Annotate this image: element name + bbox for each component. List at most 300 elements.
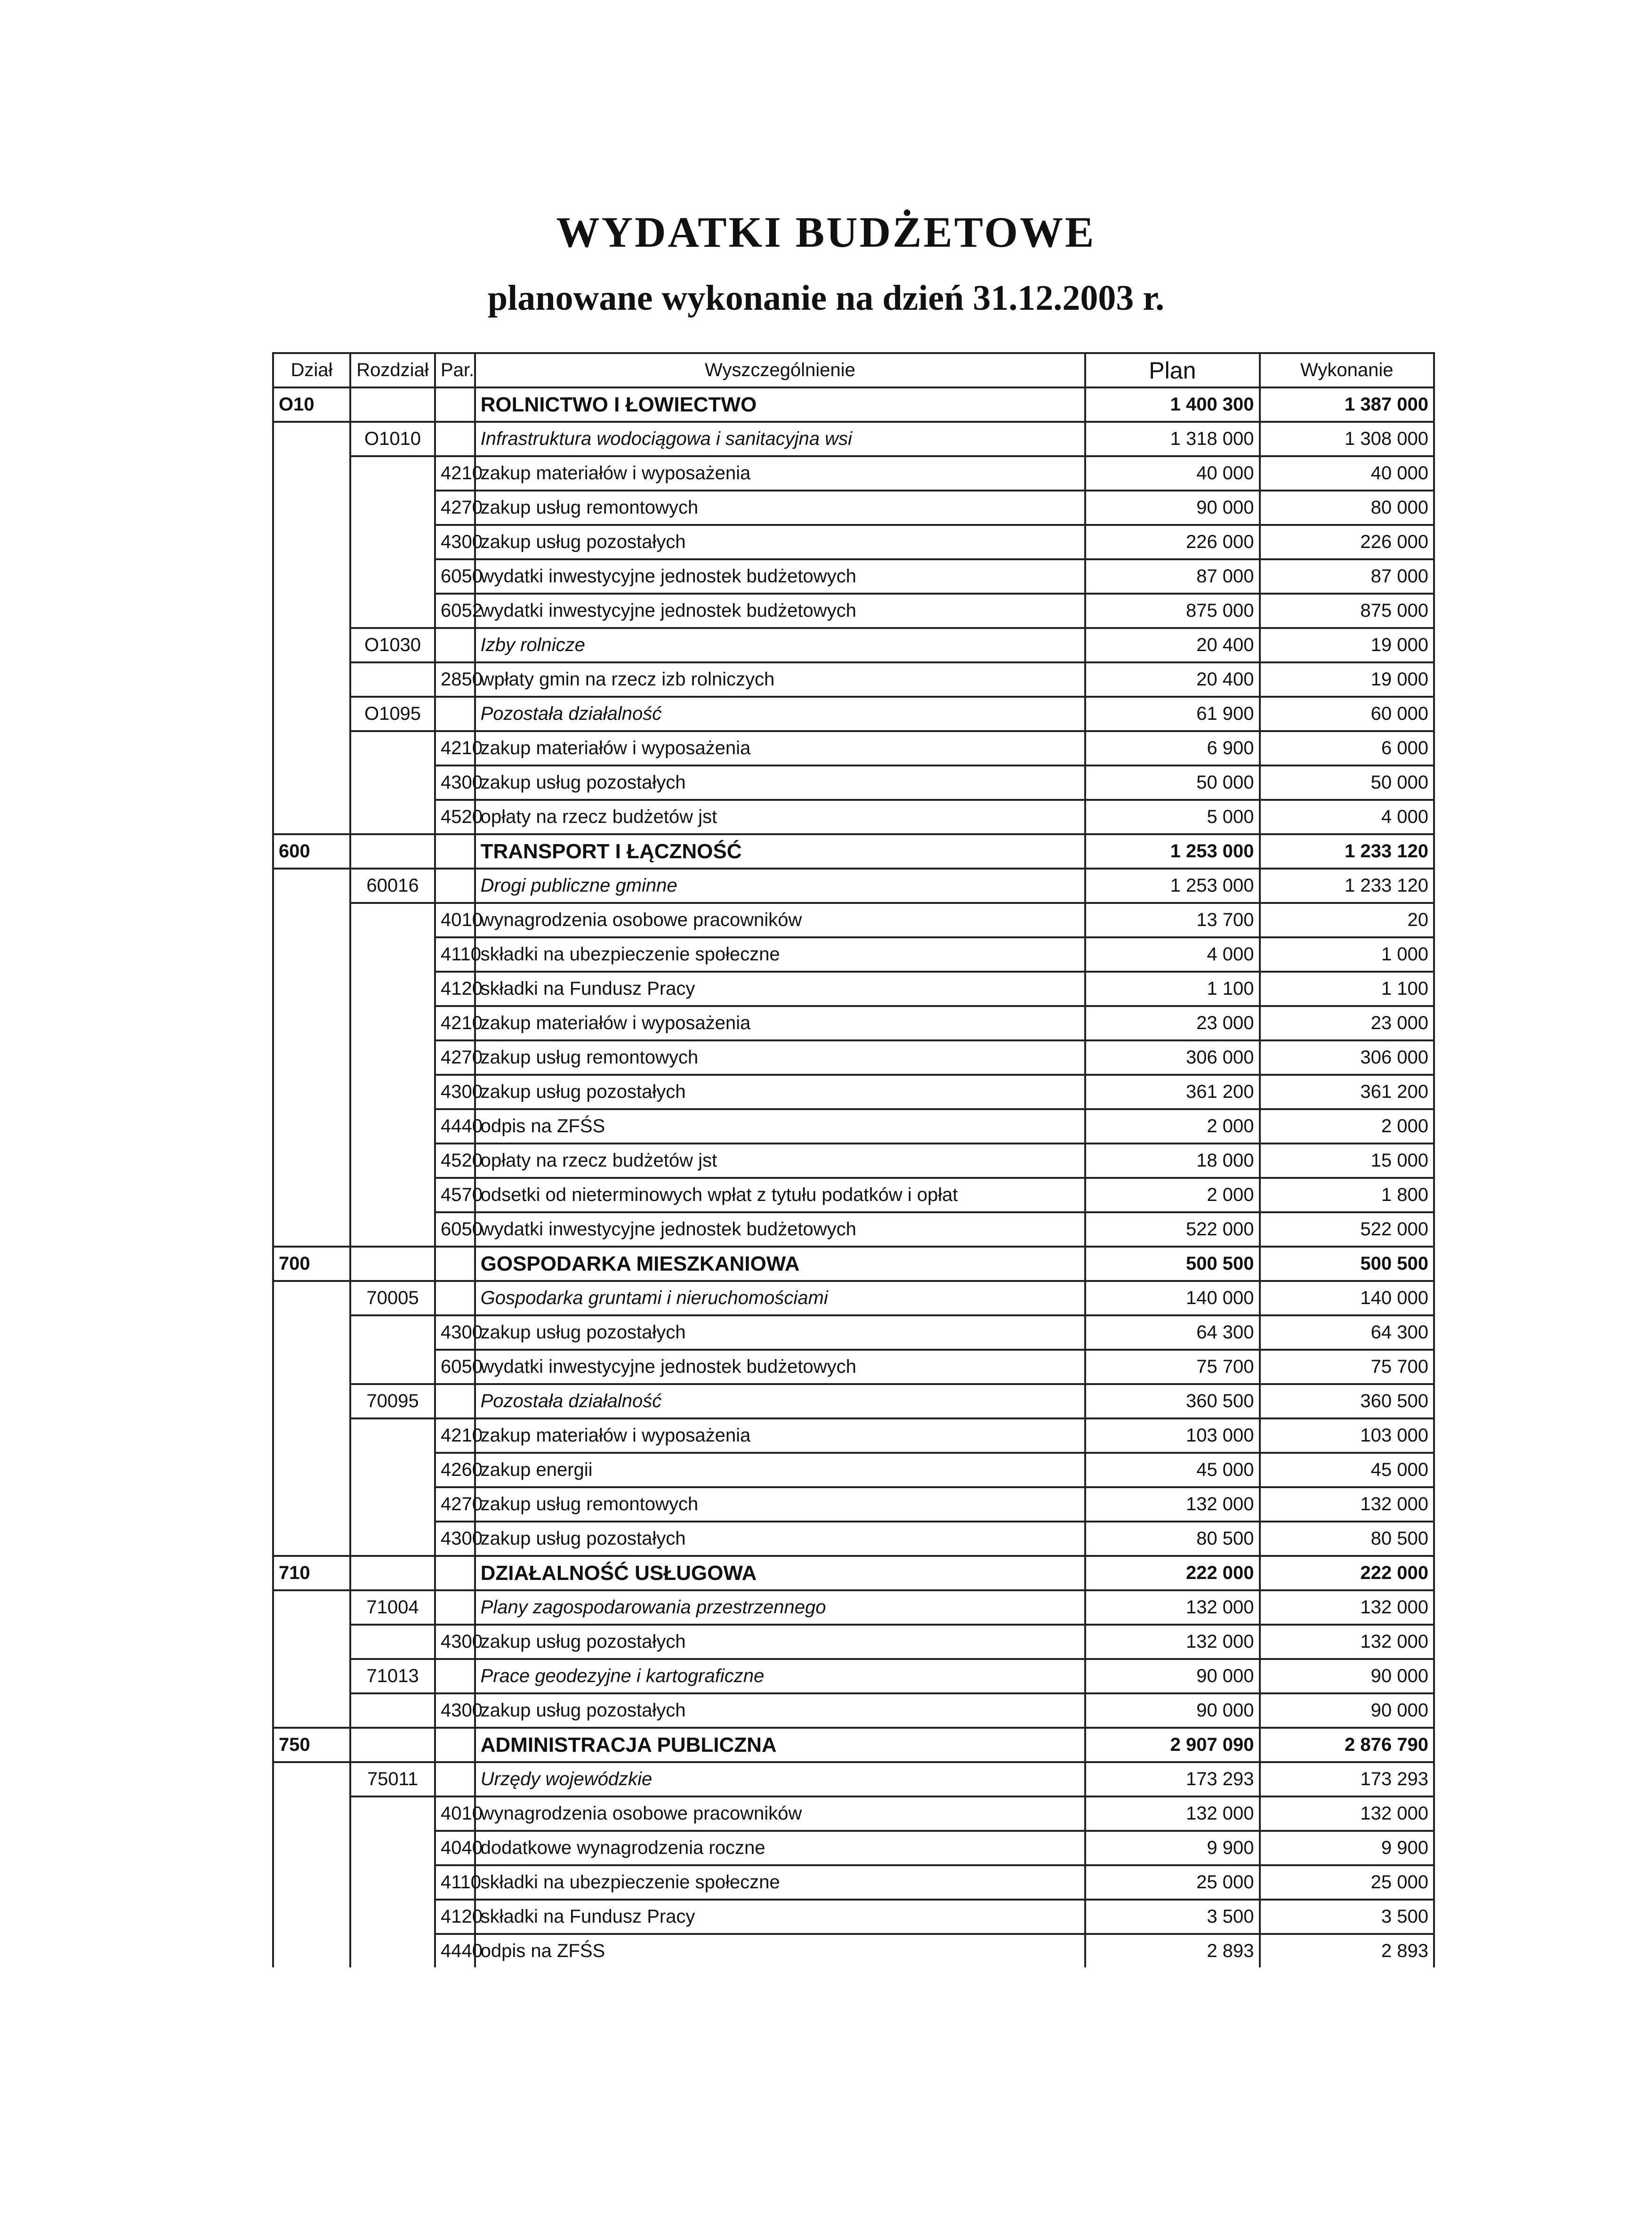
table-row-par	[273, 800, 1434, 834]
cell-wykonanie: 1 800	[1260, 1178, 1434, 1212]
cell-paragraf: 4010	[435, 903, 475, 937]
cell-plan: 61 900	[1085, 697, 1259, 731]
table-row-dzial	[273, 387, 1434, 422]
cell-paragraf: 4520	[435, 800, 475, 834]
cell-dzial	[273, 491, 350, 525]
cell-plan: 226 000	[1085, 525, 1259, 559]
cell-paragraf	[435, 1281, 475, 1315]
cell-dzial	[273, 662, 350, 697]
table-row-par	[273, 731, 1434, 765]
table-row-rozdzial	[273, 628, 1434, 662]
cell-wykonanie: 1 100	[1260, 972, 1434, 1006]
cell-dzial	[273, 1865, 350, 1900]
cell-paragraf: 4300	[435, 1315, 475, 1350]
cell-plan: 1 400 300	[1085, 387, 1259, 422]
cell-dzial	[273, 903, 350, 937]
cell-wykonanie: 20	[1260, 903, 1434, 937]
cell-rozdzial	[350, 1556, 435, 1590]
table-row-rozdzial	[273, 1281, 1434, 1315]
cell-rozdzial	[350, 559, 435, 594]
cell-wykonanie: 1 233 120	[1260, 834, 1434, 869]
cell-rozdzial	[350, 1144, 435, 1178]
table-row-rozdzial	[273, 422, 1434, 456]
table-row-par	[273, 1865, 1434, 1900]
cell-plan: 90 000	[1085, 491, 1259, 525]
cell-wyszczegolnienie: Gospodarka gruntami i nieruchomościami	[475, 1281, 1086, 1315]
cell-wyszczegolnienie: wydatki inwestycyjne jednostek budżetowych	[475, 594, 1086, 628]
cell-wykonanie: 3 500	[1260, 1900, 1434, 1934]
cell-rozdzial	[350, 1350, 435, 1384]
cell-dzial	[273, 1350, 350, 1384]
cell-paragraf	[435, 1247, 475, 1281]
cell-paragraf: 4440	[435, 1934, 475, 1967]
cell-wykonanie: 522 000	[1260, 1212, 1434, 1247]
cell-rozdzial	[350, 1040, 435, 1075]
table-row-par	[273, 1315, 1434, 1350]
cell-plan: 132 000	[1085, 1796, 1259, 1831]
cell-dzial: 710	[273, 1556, 350, 1590]
cell-rozdzial: 60016	[350, 869, 435, 903]
table-row-par	[273, 765, 1434, 800]
cell-paragraf	[435, 1659, 475, 1693]
cell-rozdzial	[350, 1934, 435, 1967]
cell-paragraf: 4300	[435, 1075, 475, 1109]
cell-plan: 9 900	[1085, 1831, 1259, 1865]
table-row-par	[273, 1006, 1434, 1040]
cell-wyszczegolnienie: zakup materiałów i wyposażenia	[475, 731, 1086, 765]
cell-paragraf	[435, 628, 475, 662]
cell-wykonanie: 23 000	[1260, 1006, 1434, 1040]
cell-plan: 2 000	[1085, 1178, 1259, 1212]
cell-dzial	[273, 765, 350, 800]
cell-plan: 75 700	[1085, 1350, 1259, 1384]
cell-paragraf: 4210	[435, 456, 475, 491]
cell-wyszczegolnienie: wydatki inwestycyjne jednostek budżetowych	[475, 559, 1086, 594]
cell-wyszczegolnienie: Izby rolnicze	[475, 628, 1086, 662]
cell-paragraf: 4110	[435, 1865, 475, 1900]
cell-rozdzial	[350, 1693, 435, 1728]
cell-plan: 1 318 000	[1085, 422, 1259, 456]
cell-plan: 1 253 000	[1085, 869, 1259, 903]
cell-wykonanie: 25 000	[1260, 1865, 1434, 1900]
cell-paragraf: 4520	[435, 1144, 475, 1178]
cell-rozdzial	[350, 662, 435, 697]
cell-rozdzial: 71004	[350, 1590, 435, 1625]
cell-wykonanie: 90 000	[1260, 1659, 1434, 1693]
cell-dzial	[273, 1659, 350, 1693]
cell-wyszczegolnienie: zakup materiałów i wyposażenia	[475, 1006, 1086, 1040]
cell-wykonanie: 2 876 790	[1260, 1728, 1434, 1762]
cell-wykonanie: 19 000	[1260, 628, 1434, 662]
cell-wykonanie: 50 000	[1260, 765, 1434, 800]
cell-wyszczegolnienie: odsetki od nieterminowych wpłat z tytułu podatków i opłat	[475, 1178, 1086, 1212]
cell-paragraf: 4210	[435, 731, 475, 765]
table-row-rozdzial	[273, 1659, 1434, 1693]
cell-dzial	[273, 869, 350, 903]
cell-rozdzial	[350, 1831, 435, 1865]
table-row-par	[273, 525, 1434, 559]
cell-plan: 173 293	[1085, 1762, 1259, 1796]
cell-paragraf: 4270	[435, 1040, 475, 1075]
cell-wykonanie: 80 500	[1260, 1522, 1434, 1556]
cell-rozdzial	[350, 1796, 435, 1831]
cell-paragraf	[435, 1762, 475, 1796]
cell-rozdzial	[350, 800, 435, 834]
cell-plan: 50 000	[1085, 765, 1259, 800]
cell-wykonanie: 1 000	[1260, 937, 1434, 972]
cell-dzial	[273, 1900, 350, 1934]
cell-paragraf	[435, 1384, 475, 1418]
cell-rozdzial	[350, 1109, 435, 1144]
cell-dzial	[273, 1625, 350, 1659]
cell-paragraf: 4570	[435, 1178, 475, 1212]
cell-paragraf: 4440	[435, 1109, 475, 1144]
cell-dzial	[273, 1487, 350, 1522]
budget-table	[272, 352, 1435, 1967]
cell-rozdzial	[350, 903, 435, 937]
cell-wyszczegolnienie: wydatki inwestycyjne jednostek budżetowych	[475, 1212, 1086, 1247]
cell-wyszczegolnienie: Plany zagospodarowania przestrzennego	[475, 1590, 1086, 1625]
cell-wykonanie: 173 293	[1260, 1762, 1434, 1796]
table-row-par	[273, 1075, 1434, 1109]
table-row-rozdzial	[273, 697, 1434, 731]
cell-wykonanie: 132 000	[1260, 1796, 1434, 1831]
cell-paragraf: 4270	[435, 1487, 475, 1522]
cell-rozdzial	[350, 1075, 435, 1109]
cell-dzial	[273, 525, 350, 559]
cell-plan: 103 000	[1085, 1418, 1259, 1453]
cell-wykonanie: 132 000	[1260, 1625, 1434, 1659]
table-row-par	[273, 1522, 1434, 1556]
cell-wykonanie: 15 000	[1260, 1144, 1434, 1178]
cell-wyszczegolnienie: wydatki inwestycyjne jednostek budżetowych	[475, 1350, 1086, 1384]
table-row-par	[273, 1625, 1434, 1659]
cell-plan: 360 500	[1085, 1384, 1259, 1418]
table-row-par	[273, 456, 1434, 491]
cell-wyszczegolnienie: zakup usług pozostałych	[475, 525, 1086, 559]
cell-plan: 90 000	[1085, 1659, 1259, 1693]
cell-wyszczegolnienie: zakup usług remontowych	[475, 491, 1086, 525]
cell-wyszczegolnienie: zakup usług remontowych	[475, 1040, 1086, 1075]
cell-rozdzial	[350, 1728, 435, 1762]
table-row-par	[273, 937, 1434, 972]
cell-wyszczegolnienie: zakup usług pozostałych	[475, 1075, 1086, 1109]
cell-plan: 6 900	[1085, 731, 1259, 765]
cell-wyszczegolnienie: zakup materiałów i wyposażenia	[475, 1418, 1086, 1453]
cell-wyszczegolnienie: wynagrodzenia osobowe pracowników	[475, 1796, 1086, 1831]
cell-plan: 2 907 090	[1085, 1728, 1259, 1762]
cell-wykonanie: 4 000	[1260, 800, 1434, 834]
cell-dzial: 750	[273, 1728, 350, 1762]
cell-wykonanie: 226 000	[1260, 525, 1434, 559]
cell-rozdzial	[350, 491, 435, 525]
cell-wyszczegolnienie: składki na Fundusz Pracy	[475, 972, 1086, 1006]
budget-table-header	[273, 353, 1434, 387]
budget-table-body	[273, 387, 1434, 1967]
cell-dzial	[273, 972, 350, 1006]
cell-plan: 2 893	[1085, 1934, 1259, 1967]
cell-dzial: O10	[273, 387, 350, 422]
cell-paragraf	[435, 869, 475, 903]
cell-wyszczegolnienie: ROLNICTWO I ŁOWIECTWO	[475, 387, 1086, 422]
table-row-par	[273, 1453, 1434, 1487]
cell-plan: 18 000	[1085, 1144, 1259, 1178]
cell-plan: 25 000	[1085, 1865, 1259, 1900]
table-row-par	[273, 1796, 1434, 1831]
column-header-plan: Plan	[1085, 353, 1259, 387]
cell-wyszczegolnienie: składki na ubezpieczenie społeczne	[475, 937, 1086, 972]
table-row-par	[273, 1350, 1434, 1384]
cell-dzial	[273, 1831, 350, 1865]
cell-plan: 23 000	[1085, 1006, 1259, 1040]
cell-wyszczegolnienie: ADMINISTRACJA PUBLICZNA	[475, 1728, 1086, 1762]
cell-paragraf: 4300	[435, 1693, 475, 1728]
cell-dzial	[273, 1178, 350, 1212]
cell-wyszczegolnienie: zakup energii	[475, 1453, 1086, 1487]
cell-dzial	[273, 937, 350, 972]
cell-dzial	[273, 1040, 350, 1075]
cell-plan: 522 000	[1085, 1212, 1259, 1247]
cell-wykonanie: 140 000	[1260, 1281, 1434, 1315]
cell-paragraf: 4040	[435, 1831, 475, 1865]
column-header-rozdzial: Rozdział	[350, 353, 435, 387]
cell-wykonanie: 875 000	[1260, 594, 1434, 628]
cell-wyszczegolnienie: odpis na ZFŚS	[475, 1109, 1086, 1144]
column-header-dzial: Dział	[273, 353, 350, 387]
cell-wykonanie: 90 000	[1260, 1693, 1434, 1728]
cell-dzial	[273, 1281, 350, 1315]
cell-wykonanie: 103 000	[1260, 1418, 1434, 1453]
cell-wykonanie: 361 200	[1260, 1075, 1434, 1109]
cell-wyszczegolnienie: Pozostała działalność	[475, 1384, 1086, 1418]
cell-wykonanie: 40 000	[1260, 456, 1434, 491]
cell-dzial	[273, 1315, 350, 1350]
cell-dzial	[273, 1109, 350, 1144]
cell-rozdzial	[350, 1865, 435, 1900]
cell-rozdzial	[350, 1522, 435, 1556]
cell-wyszczegolnienie: GOSPODARKA MIESZKANIOWA	[475, 1247, 1086, 1281]
table-row-par	[273, 1144, 1434, 1178]
table-row-par	[273, 1831, 1434, 1865]
cell-rozdzial	[350, 1212, 435, 1247]
cell-wyszczegolnienie: zakup usług pozostałych	[475, 1693, 1086, 1728]
cell-paragraf	[435, 697, 475, 731]
table-row-par	[273, 1418, 1434, 1453]
cell-paragraf: 4120	[435, 972, 475, 1006]
cell-paragraf: 6052	[435, 594, 475, 628]
cell-wyszczegolnienie: zakup usług pozostałych	[475, 1625, 1086, 1659]
cell-rozdzial	[350, 972, 435, 1006]
cell-paragraf: 6050	[435, 1212, 475, 1247]
cell-plan: 40 000	[1085, 456, 1259, 491]
cell-wyszczegolnienie: składki na ubezpieczenie społeczne	[475, 1865, 1086, 1900]
table-row-par	[273, 1487, 1434, 1522]
cell-dzial	[273, 1934, 350, 1967]
table-row-rozdzial	[273, 1590, 1434, 1625]
cell-wykonanie: 306 000	[1260, 1040, 1434, 1075]
cell-dzial	[273, 422, 350, 456]
cell-plan: 64 300	[1085, 1315, 1259, 1350]
header-row	[273, 353, 1434, 387]
cell-dzial	[273, 1453, 350, 1487]
table-row-par	[273, 1693, 1434, 1728]
cell-rozdzial	[350, 456, 435, 491]
cell-plan: 4 000	[1085, 937, 1259, 972]
cell-wyszczegolnienie: zakup usług pozostałych	[475, 1522, 1086, 1556]
cell-plan: 13 700	[1085, 903, 1259, 937]
cell-wyszczegolnienie: DZIAŁALNOŚĆ USŁUGOWA	[475, 1556, 1086, 1590]
cell-wyszczegolnienie: TRANSPORT I ŁĄCZNOŚĆ	[475, 834, 1086, 869]
cell-plan: 132 000	[1085, 1590, 1259, 1625]
cell-dzial	[273, 456, 350, 491]
cell-dzial: 700	[273, 1247, 350, 1281]
cell-wyszczegolnienie: Drogi publiczne gminne	[475, 869, 1086, 903]
cell-wykonanie: 2 893	[1260, 1934, 1434, 1967]
table-row-par	[273, 662, 1434, 697]
cell-paragraf: 4120	[435, 1900, 475, 1934]
cell-rozdzial	[350, 1487, 435, 1522]
cell-wykonanie: 64 300	[1260, 1315, 1434, 1350]
cell-wyszczegolnienie: opłaty na rzecz budżetów jst	[475, 800, 1086, 834]
cell-plan: 132 000	[1085, 1625, 1259, 1659]
table-row-par	[273, 1212, 1434, 1247]
cell-paragraf: 4260	[435, 1453, 475, 1487]
cell-paragraf: 4210	[435, 1006, 475, 1040]
cell-wykonanie: 132 000	[1260, 1590, 1434, 1625]
cell-dzial	[273, 1075, 350, 1109]
cell-rozdzial: 70095	[350, 1384, 435, 1418]
column-header-wykonanie: Wykonanie	[1260, 353, 1434, 387]
cell-plan: 140 000	[1085, 1281, 1259, 1315]
cell-rozdzial: 70005	[350, 1281, 435, 1315]
table-row-dzial	[273, 1247, 1434, 1281]
cell-wyszczegolnienie: zakup usług remontowych	[475, 1487, 1086, 1522]
cell-wyszczegolnienie: dodatkowe wynagrodzenia roczne	[475, 1831, 1086, 1865]
cell-plan: 3 500	[1085, 1900, 1259, 1934]
cell-plan: 80 500	[1085, 1522, 1259, 1556]
cell-plan: 500 500	[1085, 1247, 1259, 1281]
cell-paragraf	[435, 834, 475, 869]
cell-wykonanie: 2 000	[1260, 1109, 1434, 1144]
cell-wykonanie: 360 500	[1260, 1384, 1434, 1418]
cell-wyszczegolnienie: wpłaty gmin na rzecz izb rolniczych	[475, 662, 1086, 697]
table-row-par	[273, 972, 1434, 1006]
column-header-par: Par.	[435, 353, 475, 387]
cell-paragraf	[435, 422, 475, 456]
cell-wyszczegolnienie: zakup materiałów i wyposażenia	[475, 456, 1086, 491]
cell-wyszczegolnienie: Urzędy wojewódzkie	[475, 1762, 1086, 1796]
cell-dzial	[273, 1144, 350, 1178]
cell-dzial	[273, 628, 350, 662]
cell-plan: 1 253 000	[1085, 834, 1259, 869]
cell-paragraf: 4300	[435, 765, 475, 800]
cell-paragraf	[435, 1728, 475, 1762]
table-row-rozdzial	[273, 869, 1434, 903]
cell-wyszczegolnienie: Pozostała działalność	[475, 697, 1086, 731]
table-row-par	[273, 559, 1434, 594]
cell-rozdzial	[350, 1178, 435, 1212]
cell-plan: 222 000	[1085, 1556, 1259, 1590]
cell-wykonanie: 9 900	[1260, 1831, 1434, 1865]
table-row-dzial	[273, 1728, 1434, 1762]
cell-wykonanie: 87 000	[1260, 559, 1434, 594]
cell-paragraf: 4110	[435, 937, 475, 972]
cell-wyszczegolnienie: Prace geodezyjne i kartograficzne	[475, 1659, 1086, 1693]
cell-wykonanie: 6 000	[1260, 731, 1434, 765]
cell-wykonanie: 1 308 000	[1260, 422, 1434, 456]
cell-wykonanie: 1 387 000	[1260, 387, 1434, 422]
cell-paragraf: 4300	[435, 1625, 475, 1659]
cell-dzial	[273, 1384, 350, 1418]
cell-wykonanie: 45 000	[1260, 1453, 1434, 1487]
cell-paragraf: 4270	[435, 491, 475, 525]
cell-rozdzial	[350, 731, 435, 765]
cell-rozdzial	[350, 1625, 435, 1659]
table-row-dzial	[273, 1556, 1434, 1590]
cell-rozdzial: O1030	[350, 628, 435, 662]
page-subtitle: planowane wykonanie na dzień 31.12.2003 r.	[487, 278, 1165, 318]
cell-dzial	[273, 559, 350, 594]
cell-wyszczegolnienie: Infrastruktura wodociągowa i sanitacyjna wsi	[475, 422, 1086, 456]
cell-rozdzial: 75011	[350, 1762, 435, 1796]
cell-wyszczegolnienie: opłaty na rzecz budżetów jst	[475, 1144, 1086, 1178]
cell-wyszczegolnienie: zakup usług pozostałych	[475, 1315, 1086, 1350]
cell-wykonanie: 80 000	[1260, 491, 1434, 525]
table-row-par	[273, 1109, 1434, 1144]
cell-wyszczegolnienie: zakup usług pozostałych	[475, 765, 1086, 800]
cell-paragraf: 4300	[435, 1522, 475, 1556]
cell-rozdzial	[350, 1453, 435, 1487]
table-row-par	[273, 1040, 1434, 1075]
cell-rozdzial: O1010	[350, 422, 435, 456]
cell-wykonanie: 222 000	[1260, 1556, 1434, 1590]
cell-paragraf: 2850	[435, 662, 475, 697]
cell-rozdzial	[350, 387, 435, 422]
cell-rozdzial	[350, 1900, 435, 1934]
cell-wykonanie: 500 500	[1260, 1247, 1434, 1281]
table-row-par	[273, 594, 1434, 628]
cell-rozdzial: 71013	[350, 1659, 435, 1693]
table-row-par	[273, 491, 1434, 525]
cell-wykonanie: 19 000	[1260, 662, 1434, 697]
cell-plan: 875 000	[1085, 594, 1259, 628]
cell-dzial	[273, 1796, 350, 1831]
cell-wykonanie: 132 000	[1260, 1487, 1434, 1522]
cell-paragraf: 4300	[435, 525, 475, 559]
cell-wyszczegolnienie: odpis na ZFŚS	[475, 1934, 1086, 1967]
cell-wykonanie: 60 000	[1260, 697, 1434, 731]
cell-plan: 45 000	[1085, 1453, 1259, 1487]
cell-wykonanie: 75 700	[1260, 1350, 1434, 1384]
cell-dzial	[273, 697, 350, 731]
table-row-par	[273, 1934, 1434, 1967]
cell-dzial	[273, 1762, 350, 1796]
cell-rozdzial	[350, 834, 435, 869]
cell-plan: 5 000	[1085, 800, 1259, 834]
cell-rozdzial	[350, 1247, 435, 1281]
column-header-wyszczegolnienie: Wyszczególnienie	[475, 353, 1086, 387]
cell-rozdzial	[350, 525, 435, 559]
cell-dzial	[273, 1693, 350, 1728]
cell-wyszczegolnienie: składki na Fundusz Pracy	[475, 1900, 1086, 1934]
cell-paragraf: 6050	[435, 559, 475, 594]
cell-dzial	[273, 1590, 350, 1625]
cell-dzial	[273, 731, 350, 765]
cell-plan: 1 100	[1085, 972, 1259, 1006]
cell-rozdzial	[350, 1006, 435, 1040]
table-row-rozdzial	[273, 1384, 1434, 1418]
cell-dzial	[273, 594, 350, 628]
